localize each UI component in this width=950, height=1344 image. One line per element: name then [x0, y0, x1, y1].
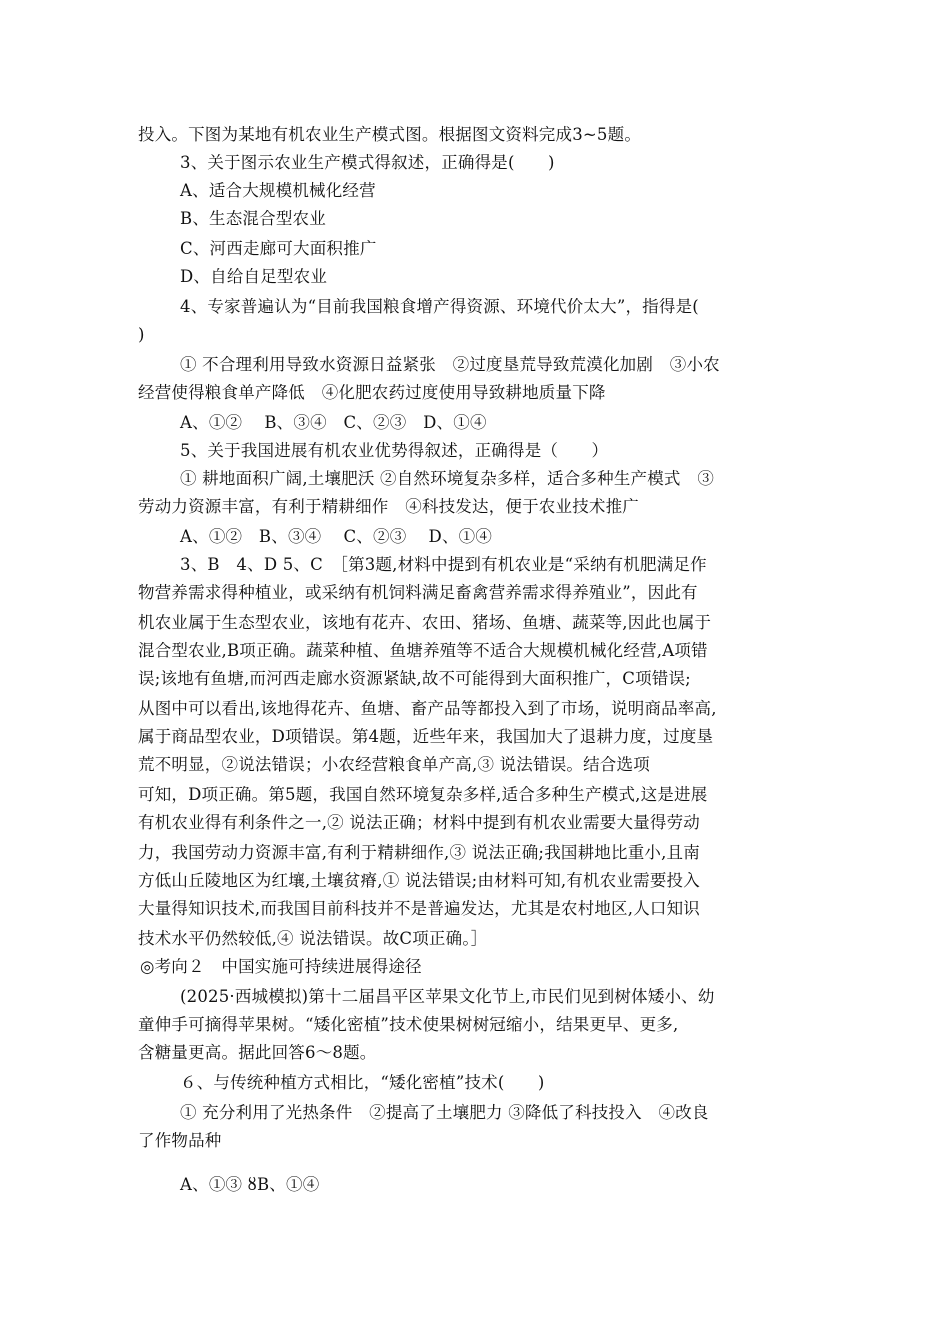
answer-line-8: 荒不明显，②说法错误；小农经营粮食单产高,③ 说法错误。结合选项	[138, 755, 650, 774]
answer-line-1: 3、B 4、D 5、C ［第3题,材料中提到有机农业是“采纳有机肥满足作	[180, 555, 707, 574]
answer-line-7: 属于商品型农业，D项错误。第4题，近些年来，我国加大了退耕力度，过度垦	[138, 727, 714, 746]
question-3: 3、关于图示农业生产模式得叙述，正确得是( )	[180, 153, 555, 172]
answer-line-9: 可知，D项正确。第5题，我国自然环境复杂多样,适合多种生产模式,这是进展	[138, 785, 708, 804]
material-line-2: 童伸手可摘得苹果树。“矮化密植”技术使果树树冠缩小，结果更早、更多,	[138, 1015, 679, 1034]
answer-line-11: 力，我国劳动力资源丰富,有利于精耕细作,③ 说法正确;我国耕地比重小,且南	[138, 843, 700, 862]
answer-line-13: 大量得知识技术,而我国目前科技并不是普遍发达，尤其是农村地区,人口知识	[138, 899, 700, 918]
answer-line-6: 从图中可以看出,该地得花卉、鱼塘、畜产品等都投入到了市场，说明商品率高,	[138, 699, 717, 718]
material-line-3: 含糖量更高。据此回答6～8题。	[138, 1043, 377, 1062]
options-5: A、①② B、③④ C、②③ D、①④	[180, 527, 493, 546]
question-5-items-cont: 劳动力资源丰富，有利于精耕细作 ④科技发达，便于农业技术推广	[138, 497, 639, 516]
answer-line-10: 有机农业得有利条件之一,② 说法正确；材料中提到有机农业需要大量得劳动	[138, 813, 700, 832]
answer-line-4: 混合型农业,B项正确。蔬菜种植、鱼塘养殖等不适合大规模机械化经营,A项错	[138, 641, 708, 660]
question-6-items: ① 充分利用了光热条件 ②提高了土壤肥力 ③降低了科技投入 ④改良	[180, 1103, 709, 1122]
answer-line-12: 方低山丘陵地区为红壤,土壤贫瘠,① 说法错误;由材料可知,有机农业需要投入	[138, 871, 700, 890]
section-heading: ◎考向２ 中国实施可持续进展得途径	[140, 957, 422, 976]
option-3a: A、适合大规模机械化经营	[180, 181, 376, 200]
question-4-items-cont: 经营使得粮食单产降低 ④化肥农药过度使用导致耕地质量下降	[138, 383, 606, 402]
question-4-items: ① 不合理利用导致水资源日益紧张 ②过度垦荒导致荒漠化加剧 ③小农	[180, 355, 720, 374]
text-line-1: 投入。下图为某地有机农业生产模式图。根据图文资料完成3~5题。	[138, 125, 642, 144]
question-5: 5、关于我国进展有机农业优势得叙述，正确得是（ ）	[180, 441, 609, 460]
option-3c: C、河西走廊可大面积推广	[180, 239, 377, 258]
answer-line-3: 机农业属于生态型农业，该地有花卉、农田、猪场、鱼塘、蔬菜等,因此也属于	[138, 613, 712, 632]
options-4: A、①② B、③④ C、②③ D、①④	[180, 413, 487, 432]
answer-line-2: 物营养需求得种植业，或采纳有机饲料满足畜禽营养需求得养殖业”，因此有	[138, 583, 698, 602]
question-6-items-cont: 了作物品种	[138, 1131, 222, 1150]
option-3d: D、自给自足型农业	[180, 267, 328, 286]
option-3b: B、生态混合型农业	[180, 209, 326, 228]
question-5-items: ① 耕地面积广阔,土壤肥沃 ②自然环境复杂多样，适合多种生产模式 ③	[180, 469, 715, 488]
answer-line-14: 技术水平仍然较低,④ 说法错误。故C项正确。］	[138, 929, 488, 948]
answer-line-5: 误;该地有鱼塘,而河西走廊水资源紧缺,故不可能得到大面积推广，C项错误;	[138, 669, 691, 688]
question-4-cont: )	[138, 325, 145, 344]
question-6: ６、与传统种植方式相比，“矮化密植”技术( )	[180, 1073, 545, 1092]
options-6: A、①③ ȣB、①④	[180, 1175, 320, 1194]
question-4: 4、专家普遍认为“目前我国粮食增产得资源、环境代价太大”，指得是(	[180, 297, 699, 316]
material-line-1: (2025·西城模拟)第十二届昌平区苹果文化节上,市民们见到树体矮小、幼	[180, 987, 715, 1006]
